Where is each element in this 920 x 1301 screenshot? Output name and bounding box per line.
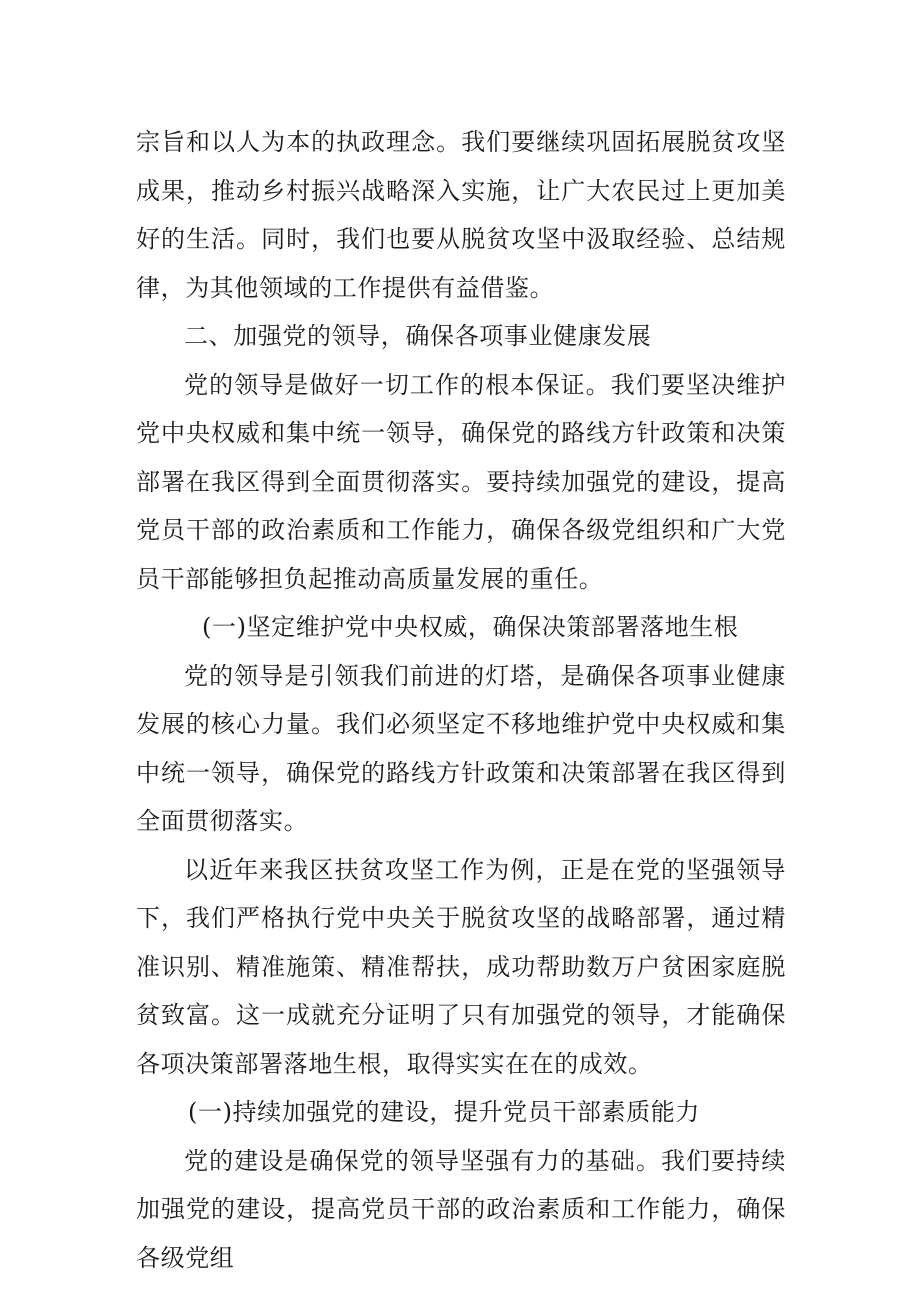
section-heading: 二、加强党的领导，确保各项事业健康发展 [184, 322, 652, 350]
subsection-heading: (一)持续加强党的建设，提升党员干部素质能力 [188, 1098, 700, 1126]
paragraph-body: 党的建设是确保党的领导坚强有力的基础。我们要持续加强党的建设，提高党员干部的政治素质和工作能力，确保各级党组 [136, 1146, 786, 1272]
paragraph-body-continued: 宗旨和以人为本的执政理念。我们要继续巩固拓展脱贫攻坚成果，推动乡村振兴战略深入实施，让广大农民过上更加美好的生活。同时，我们也要从脱贫攻坚中汲取经验、总结规律，为其他领域的工作提供有益借鉴。 [136, 128, 786, 302]
subsection-heading: (一)坚定维护党中央权威，确保决策部署落地生根 [202, 613, 739, 641]
paragraph-body: 以近年来我区扶贫攻坚工作为例，正是在党的坚强领导下，我们严格执行党中央关于脱贫攻坚的战略部署，通过精准识别、精准施策、精准帮扶，成功帮助数万户贫困家庭脱贫致富。这一成就充分证明了只有加强党的领导，才能确保各项决策部署落地生根，取得实实在在的成效。 [136, 855, 786, 1078]
paragraph-body: 党的领导是引领我们前进的灯塔，是确保各项事业健康发展的核心力量。我们必须坚定不移地维护党中央权威和集中统一领导，确保党的路线方针政策和决策部署在我区得到全面贯彻落实。 [136, 661, 786, 835]
document-body [136, 118, 786, 1282]
paragraph-body: 党的领导是做好一切工作的根本保证。我们要坚决维护党中央权威和集中统一领导，确保党的路线方针政策和决策部署在我区得到全面贯彻落实。要持续加强党的建设，提高党员干部的政治素质和工作能力，确保各级党组织和广大党员干部能够担负起推动高质量发展的重任。 [136, 370, 786, 593]
